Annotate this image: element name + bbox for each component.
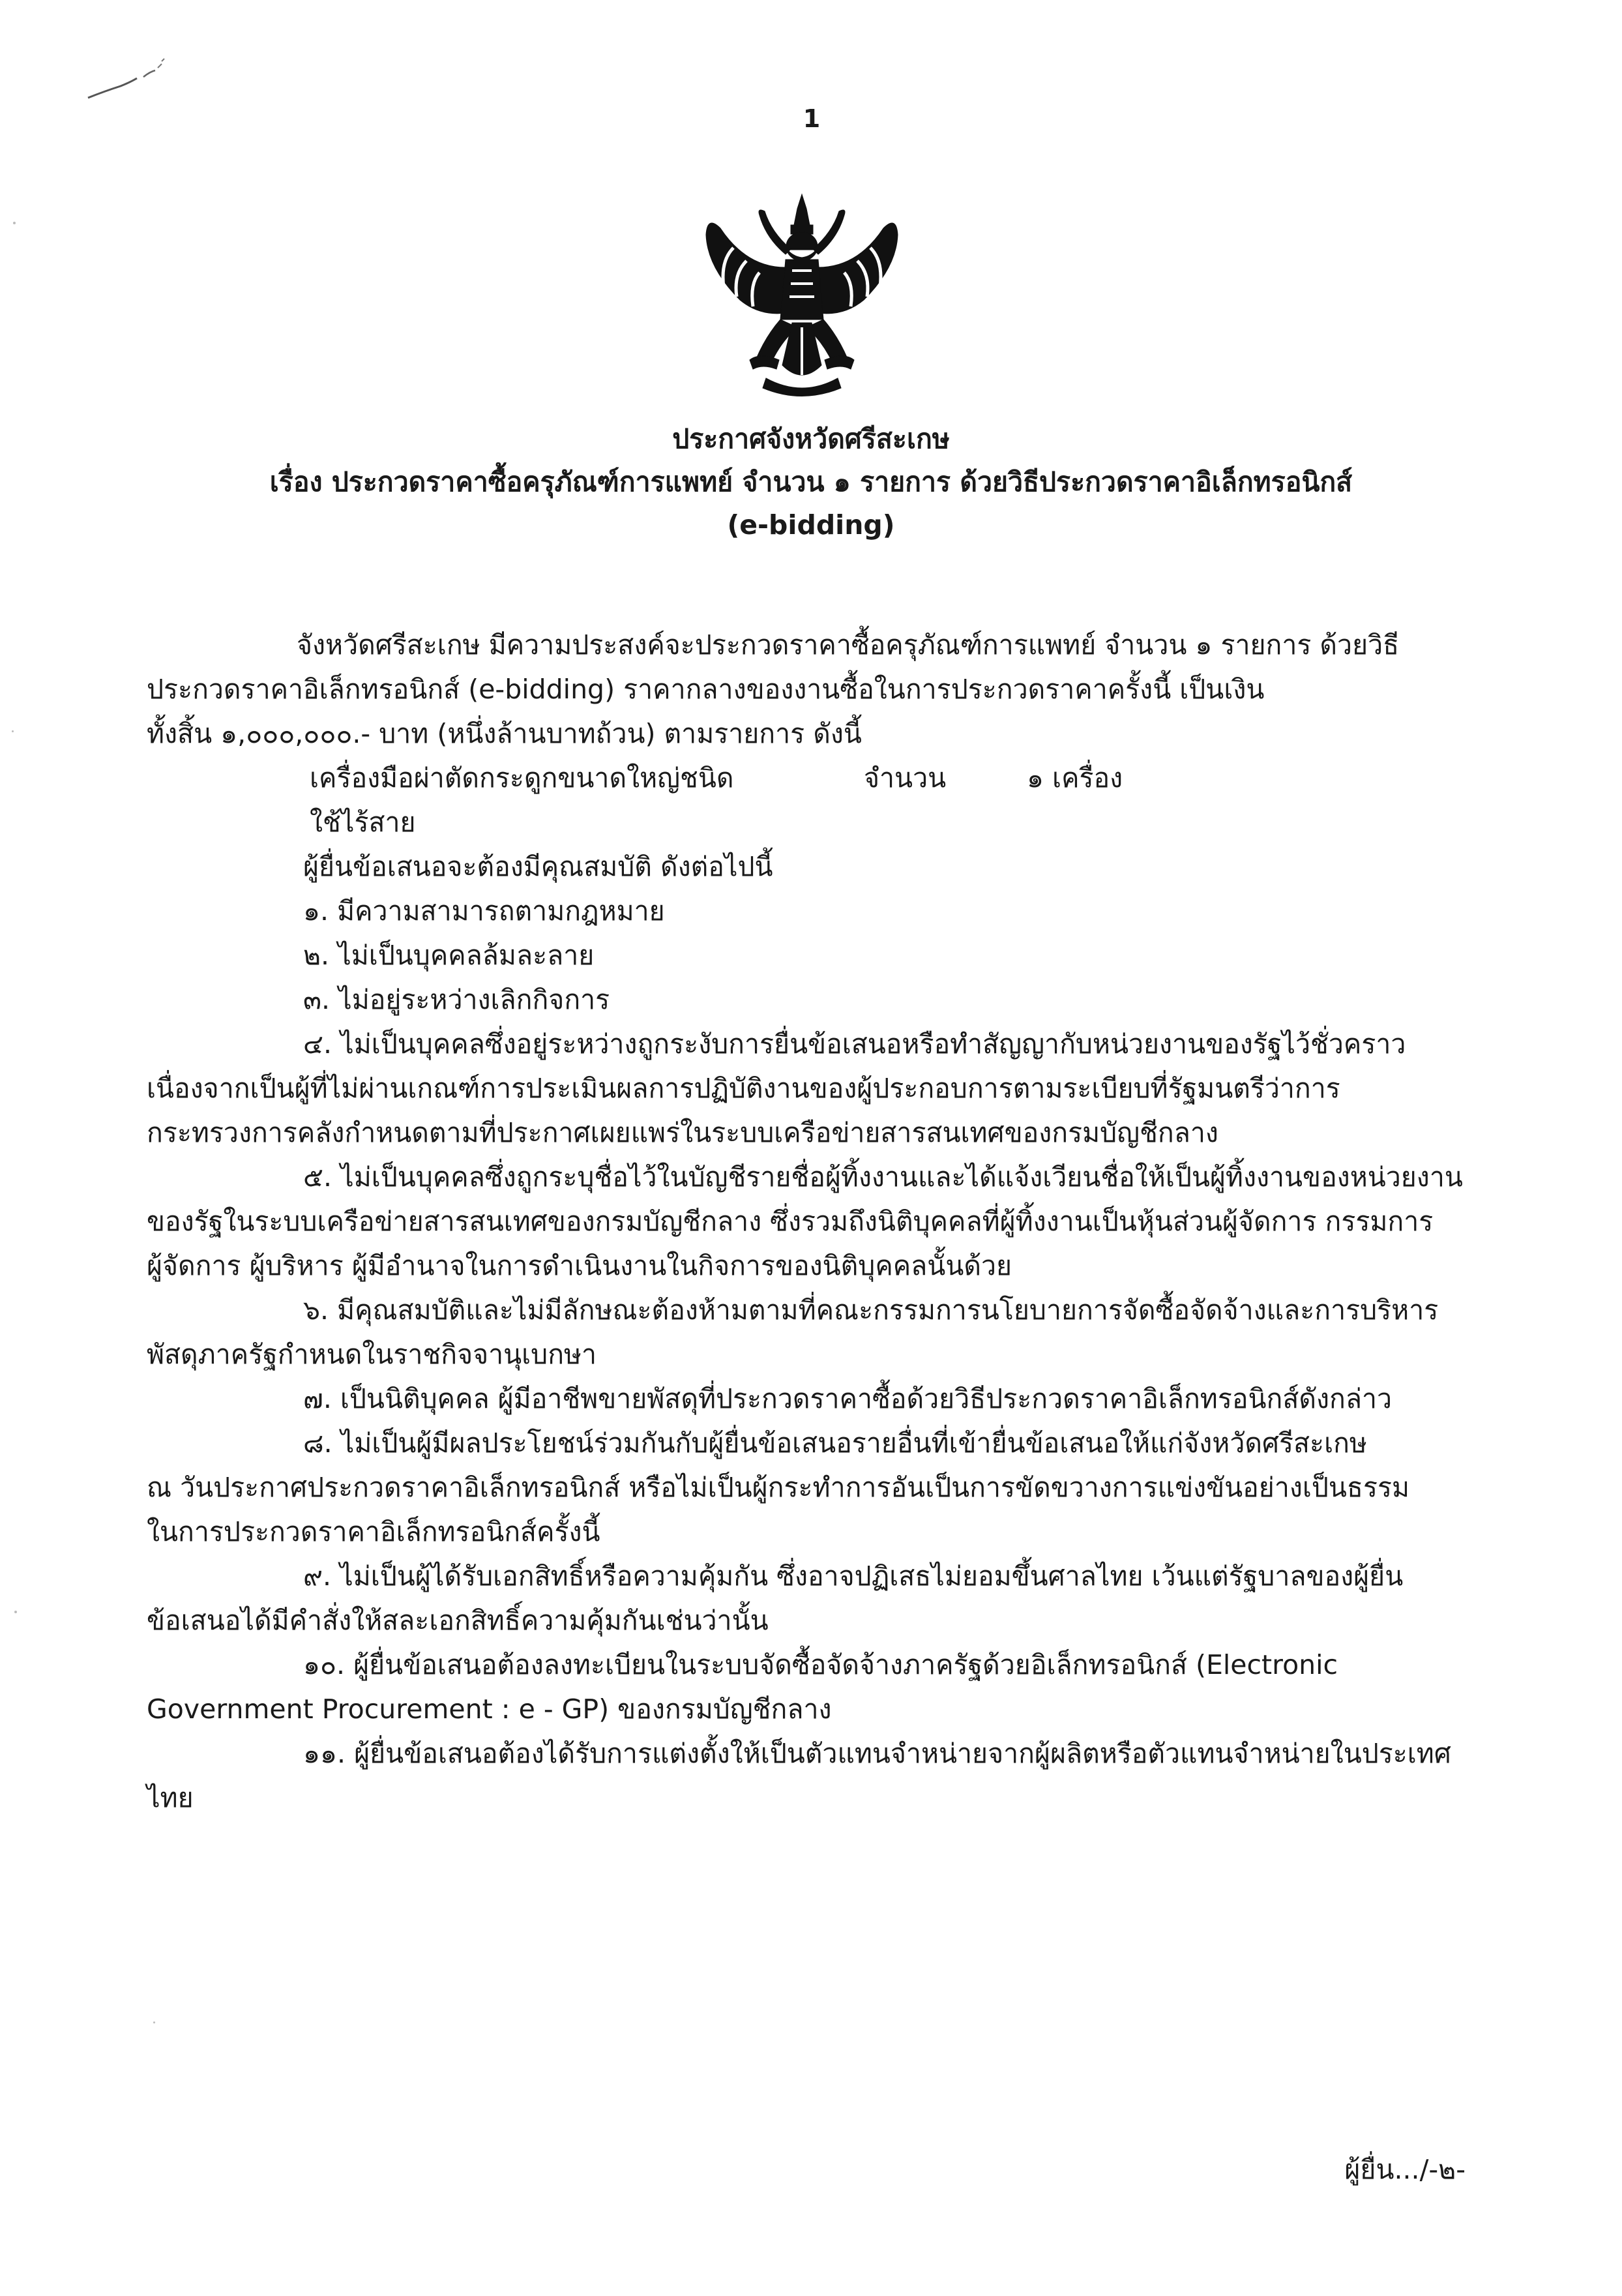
qualification-item	[147, 1022, 1483, 1155]
qualification-line: ๘. ไม่เป็นผู้มีผลประโยชน์ร่วมกันกับผู้ยื่นข้อเสนอรายอื่นที่เข้ายื่นข้อเสนอให้แก่จังหวัดศรีสะเกษ	[303, 1427, 1367, 1459]
qualification-item	[147, 977, 1483, 1022]
qualification-line: ๙. ไม่เป็นผู้ได้รับเอกสิทธิ์หรือความคุ้มกัน ซึ่งอาจปฏิเสธไม่ยอมขึ้นศาลไทย เว้นแต่รัฐบาลของผู้ยื่น	[303, 1560, 1404, 1592]
announcement-header	[98, 417, 1524, 546]
qualification-line: ๔. ไม่เป็นบุคคลซึ่งอยู่ระหว่างถูกระงับการยื่นข้อเสนอหรือทำสัญญากับหน่วยงานของรัฐไว้ชั่วคราว	[303, 1028, 1406, 1060]
item-name: เครื่องมือผ่าตัดกระดูกขนาดใหญ่ชนิด	[310, 762, 734, 794]
scan-speck	[13, 222, 16, 224]
qualification-line: ๑๑. ผู้ยื่นข้อเสนอต้องได้รับการแต่งตั้งให้เป็นตัวแทนจำหน่ายจากผู้ผลิตหรือตัวแทนจำหน่ายในประเทศ	[303, 1738, 1451, 1769]
page-number: 1	[803, 104, 821, 133]
item-quantity-label: จำนวน	[864, 762, 947, 794]
scan-speck	[14, 1611, 17, 1613]
qualification-line: ๑๐. ผู้ยื่นข้อเสนอต้องลงทะเบียนในระบบจัดซื้อจัดจ้างภาครัฐด้วยอิเล็กทรอนิกส์ (Electronic	[303, 1649, 1338, 1680]
qualification-item	[147, 1554, 1483, 1643]
qualification-item	[147, 1155, 1483, 1288]
qualification-line: ณ วันประกาศประกวดราคาอิเล็กทรอนิกส์ หรือไม่เป็นผู้กระทำการอันเป็นการขัดขวางการแข่งขันอย่างเป็นธรรม	[147, 1472, 1410, 1503]
qualification-line: เนื่องจากเป็นผู้ที่ไม่ผ่านเกณฑ์การประเมินผลการปฏิบัติงานของผู้ประกอบการตามระเบียบที่รัฐมนตรีว่าการ	[147, 1073, 1340, 1104]
item-row	[147, 756, 1483, 800]
announcement-title: ประกาศจังหวัดศรีสะเกษ	[672, 423, 950, 455]
qualification-list	[147, 889, 1483, 1820]
qualification-line: ๗. เป็นนิติบุคคล ผู้มีอาชีพขายพัสดุที่ประกวดราคาซื้อด้วยวิธีประกวดราคาอิเล็กทรอนิกส์ดังกล่าว	[303, 1383, 1392, 1414]
qualification-line: ในการประกวดราคาอิเล็กทรอนิกส์ครั้งนี้	[147, 1516, 600, 1547]
announcement-subject-suffix: (e-bidding)	[727, 509, 895, 541]
qualification-line: ๑. มีความสามารถตามกฎหมาย	[303, 895, 665, 927]
qualification-line: กระทรวงการคลังกำหนดตามที่ประกาศเผยแพร่ในระบบเครือข่ายสารสนเทศของกรมบัญชีกลาง	[147, 1117, 1218, 1148]
qualification-line: ไทย	[147, 1782, 194, 1813]
qualification-line: พัสดุภาครัฐกำหนดในราชกิจจานุเบกษา	[147, 1339, 597, 1370]
qualification-item	[147, 1421, 1483, 1554]
qualification-line: Government Procurement : e - GP) ของกรมบัญชีกลาง	[147, 1693, 832, 1725]
qualification-item	[147, 1288, 1483, 1377]
qualification-line: ผู้จัดการ ผู้บริหาร ผู้มีอำนาจในการดำเนินงานในกิจการของนิติบุคคลนั้นด้วย	[147, 1250, 1012, 1281]
qualification-item	[147, 889, 1483, 933]
qualification-item	[147, 1731, 1483, 1820]
item-name-continued: ใช้ไร้สาย	[310, 807, 416, 838]
qualification-item	[147, 933, 1483, 977]
handwritten-mark	[85, 52, 176, 104]
intro-line: ประกวดราคาอิเล็กทรอนิกส์ (e-bidding) ราคากลางของงานซื้อในการประกวดราคาครั้งนี้ เป็นเงิน	[147, 674, 1265, 705]
qualification-line: ข้อเสนอได้มีคำสั่งให้สละเอกสิทธิ์ความคุ้มกันเช่นว่านั้น	[147, 1605, 769, 1636]
qualification-item	[147, 1643, 1483, 1731]
qualification-line: ๕. ไม่เป็นบุคคลซึ่งถูกระบุชื่อไว้ในบัญชีรายชื่อผู้ทิ้งงานและได้แจ้งเวียนชื่อให้เป็นผู้ทิ้งงานของหน่วยงาน	[303, 1161, 1463, 1193]
scan-speck	[153, 2021, 155, 2023]
qualification-line: ๓. ไม่อยู่ระหว่างเลิกกิจการ	[303, 984, 610, 1015]
qualification-line: ๖. มีคุณสมบัติและไม่มีลักษณะต้องห้ามตามที่คณะกรรมการนโยบายการจัดซื้อจัดจ้างและการบริหาร	[303, 1294, 1439, 1326]
announcement-subject: เรื่อง ประกวดราคาซื้อครุภัณฑ์การแพทย์ จำนวน ๑ รายการ ด้วยวิธีประกวดราคาอิเล็กทรอนิกส์	[269, 466, 1353, 498]
qualification-line: ๒. ไม่เป็นบุคคลล้มละลาย	[303, 940, 595, 971]
intro-line: จังหวัดศรีสะเกษ มีความประสงค์จะประกวดราคาซื้อครุภัณฑ์การแพทย์ จำนวน ๑ รายการ ด้วยวิธี	[297, 629, 1400, 661]
intro-line: ทั้งสิ้น ๑,๐๐๐,๐๐๐.- บาท (หนึ่งล้านบาทถ้วน) ตามรายการ ดังนี้	[147, 718, 862, 749]
scan-speck	[12, 730, 14, 732]
qualifications-intro: ผู้ยื่นข้อเสนอจะต้องมีคุณสมบัติ ดังต่อไปนี้	[303, 851, 773, 882]
announcement-body	[147, 623, 1483, 1820]
garuda-emblem	[694, 189, 909, 404]
qualification-line: ของรัฐในระบบเครือข่ายสารสนเทศของกรมบัญชีกลาง ซึ่งรวมถึงนิติบุคคลที่ผู้ทิ้งงานเป็นหุ้นส่วนผู้จัดการ กรรมการ	[147, 1206, 1434, 1237]
item-quantity-value: ๑ เครื่อง	[1027, 762, 1123, 794]
continuation-note: ผู้ยื่น.../-๒-	[1344, 2154, 1466, 2185]
qualification-item	[147, 1377, 1483, 1421]
